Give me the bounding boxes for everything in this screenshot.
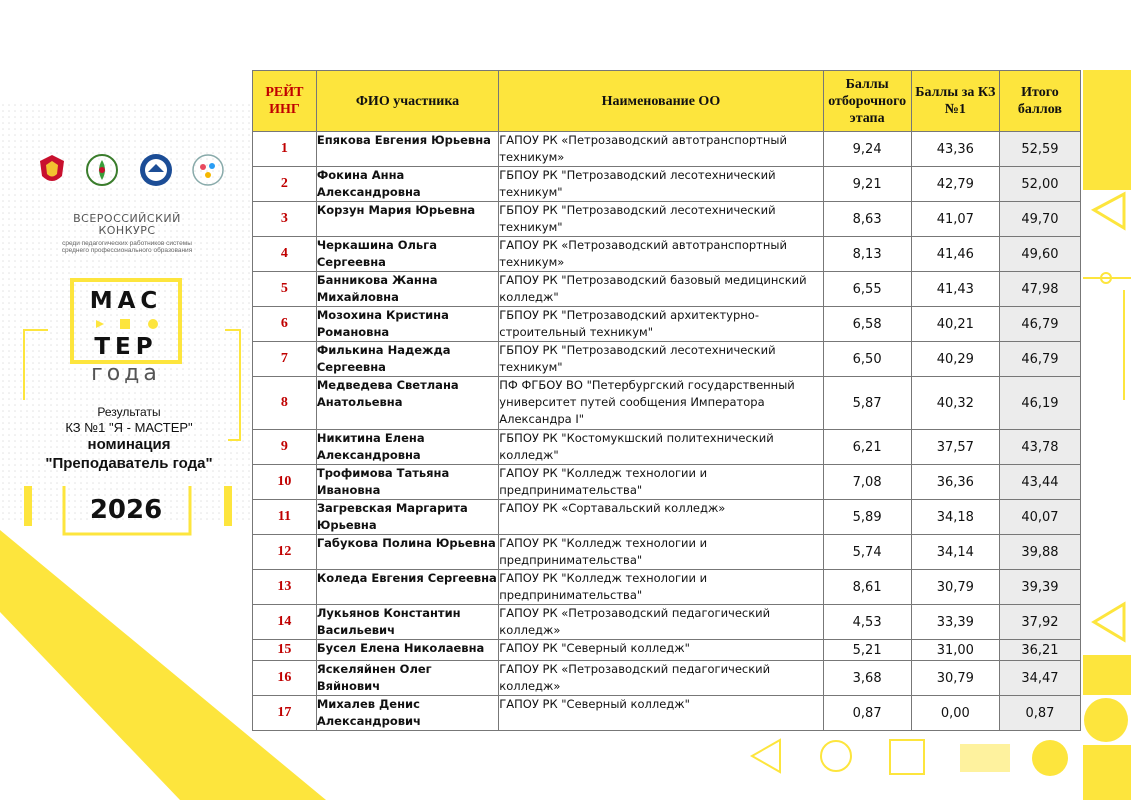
contest-subtitle: среди педагогических работников системы среднего профессионального образования [61,240,193,254]
table-row [253,661,1081,696]
rank-cell: 14 [253,605,317,640]
table-row [253,430,1081,465]
total-score-cell: 49,60 [999,237,1080,272]
education-emblem-icon [84,152,120,188]
shape-circle-bottom [821,741,851,771]
selection-score-cell: 5,89 [823,500,911,535]
org-cell: ПФ ФГБОУ ВО "Петербургский государственный университет путей сообщения Императора Александра I" [499,377,823,430]
rank-cell: 15 [253,640,317,661]
name-cell: Трофимова Татьяна Ивановна [316,465,498,500]
kz1-score-cell: 33,39 [911,605,999,640]
kz1-score-cell: 40,21 [911,307,999,342]
year-frame-right [224,486,232,526]
total-score-cell: 39,39 [999,570,1080,605]
contest-title: ВСЕРОССИЙСКИЙ КОНКУРС [73,212,181,237]
selection-score-cell: 8,61 [823,570,911,605]
total-score-cell: 46,79 [999,307,1080,342]
table-row [253,342,1081,377]
total-score-cell: 43,78 [999,430,1080,465]
rank-cell: 9 [253,430,317,465]
rank-cell: 12 [253,535,317,570]
shape-rect-bottom [960,744,1010,772]
org-cell: ГБПОУ РК "Петрозаводский лесотехнический техникум" [499,202,823,237]
selection-score-cell: 6,55 [823,272,911,307]
org-cell: ГБПОУ РК "Петрозаводский лесотехнический техникум" [499,342,823,377]
org-cell: ГАПОУ РК "Колледж технологии и предпринимательства" [499,535,823,570]
total-score-cell: 47,98 [999,272,1080,307]
org-cell: ГАПОУ РК «Петрозаводский педагогический колледж» [499,661,823,696]
kz1-score-cell: 30,79 [911,570,999,605]
name-cell: Фокина Анна Александровна [316,167,498,202]
selection-score-cell: 6,21 [823,430,911,465]
total-score-cell: 34,47 [999,661,1080,696]
rank-cell: 7 [253,342,317,377]
table-row [253,570,1081,605]
results-table [252,70,1081,731]
master-word-bottom: ТЕР [94,334,158,360]
total-score-cell: 52,59 [999,132,1080,167]
total-score-cell: 43,44 [999,465,1080,500]
table-row [253,132,1081,167]
name-cell: Филькина Надежда Сергеевна [316,342,498,377]
master-word-top: МАС [89,288,163,314]
name-cell: Лукьянов Константин Васильевич [316,605,498,640]
nomination-label: номинация [87,436,171,453]
name-cell: Михалев Денис Александрович [316,696,498,731]
master-year-word: года [91,361,161,384]
header-name: ФИО участника [316,71,498,132]
kz1-score-cell: 40,32 [911,377,999,430]
table-row [253,272,1081,307]
table-row [253,307,1081,342]
shape-yellow-circle [1084,100,1128,144]
org-cell: ГАПОУ РК "Колледж технологии и предпринимательства" [499,465,823,500]
kz1-score-cell: 36,36 [911,465,999,500]
org-cell: ГАПОУ РК "Северный колледж" [499,696,823,731]
kz1-score-cell: 43,36 [911,132,999,167]
name-cell: Бусел Елена Николаевна [316,640,498,661]
kz1-score-cell: 30,79 [911,661,999,696]
table-row [253,167,1081,202]
total-score-cell: 46,19 [999,377,1080,430]
selection-score-cell: 3,68 [823,661,911,696]
year-frame-left [24,486,32,526]
total-score-cell: 52,00 [999,167,1080,202]
total-score-cell: 40,07 [999,500,1080,535]
kz1-score-cell: 34,14 [911,535,999,570]
name-cell: Медведева Светлана Анатольевна [316,377,498,430]
logos-row [34,152,234,192]
selection-score-cell: 6,50 [823,342,911,377]
org-cell: ГАПОУ РК «Сортавальский колледж» [499,500,823,535]
name-cell: Габукова Полина Юрьевна [316,535,498,570]
table-body [253,132,1081,731]
kz1-score-cell: 37,57 [911,430,999,465]
total-score-cell: 36,21 [999,640,1080,661]
table-row [253,465,1081,500]
name-cell: Коледа Евгения Сергеевна [316,570,498,605]
shape-yellow-circle-2 [1084,698,1128,742]
professionals-emblem-icon [190,152,226,188]
org-cell: ГАПОУ РК "Северный колледж" [499,640,823,661]
kz1-score-cell: 0,00 [911,696,999,731]
selection-score-cell: 0,87 [823,696,911,731]
name-cell: Корзун Мария Юрьевна [316,202,498,237]
selection-score-cell: 9,24 [823,132,911,167]
name-cell: Мозохина Кристина Романовна [316,307,498,342]
name-cell: Банникова Жанна Михайловна [316,272,498,307]
org-cell: ГБПОУ РК "Костомукшский политехнический колледж" [499,430,823,465]
table-row [253,640,1081,661]
shape-yellow-block-4 [1083,745,1131,800]
total-score-cell: 46,79 [999,342,1080,377]
total-score-cell: 0,87 [999,696,1080,731]
kz1-score-cell: 41,46 [911,237,999,272]
results-caption [34,405,224,473]
table-header-row [253,71,1081,132]
shape-triangle-outline [1094,194,1124,228]
selection-score-cell: 4,53 [823,605,911,640]
total-score-cell: 37,92 [999,605,1080,640]
org-cell: ГБПОУ РК "Петрозаводский лесотехнический техникум" [499,167,823,202]
master-logo [70,278,182,384]
selection-score-cell: 5,87 [823,377,911,430]
rank-cell: 2 [253,167,317,202]
nomination-name: "Преподаватель года" [45,455,213,472]
total-score-cell: 39,88 [999,535,1080,570]
selection-score-cell: 8,63 [823,202,911,237]
name-cell: Никитина Елена Александровна [316,430,498,465]
table-row [253,202,1081,237]
org-cell: ГАПОУ РК «Петрозаводский педагогический колледж» [499,605,823,640]
name-cell: Черкашина Ольга Сергеевна [316,237,498,272]
org-cell: ГАПОУ РК "Петрозаводский базовый медицинский колледж" [499,272,823,307]
rank-cell: 1 [253,132,317,167]
header-selection-score: Баллы отборочного этапа [823,71,911,132]
kz1-score-cell: 42,79 [911,167,999,202]
institute-emblem-icon [138,152,174,188]
table-row [253,535,1081,570]
rank-cell: 11 [253,500,317,535]
selection-score-cell: 5,74 [823,535,911,570]
table-row [253,696,1081,731]
shape-circle-bottom-2 [1032,740,1068,776]
org-cell: ГАПОУ РК «Петрозаводский автотранспортный техникум» [499,132,823,167]
selection-score-cell: 7,08 [823,465,911,500]
org-cell: ГАПОУ РК "Колледж технологии и предпринимательства" [499,570,823,605]
rank-cell: 5 [253,272,317,307]
rank-cell: 3 [253,202,317,237]
header-rank: РЕЙТ ИНГ [253,71,317,132]
selection-score-cell: 5,21 [823,640,911,661]
rank-cell: 6 [253,307,317,342]
name-cell: Яскеляйнен Олег Вяйнович [316,661,498,696]
rank-cell: 10 [253,465,317,500]
kz1-score-cell: 34,18 [911,500,999,535]
shape-yellow-block-2 [1083,150,1131,190]
rank-cell: 8 [253,377,317,430]
table-row [253,377,1081,430]
selection-score-cell: 8,13 [823,237,911,272]
header-org: Наименование ОО [499,71,823,132]
results-label: Результаты [97,405,161,419]
header-kz1-score: Баллы за КЗ №1 [911,71,999,132]
kz1-score-cell: 31,00 [911,640,999,661]
selection-score-cell: 9,21 [823,167,911,202]
kz1-score-cell: 41,07 [911,202,999,237]
ministry-emblem-icon [34,152,70,188]
shape-triangle-outline-2 [1094,604,1124,640]
table-row [253,605,1081,640]
org-cell: ГАПОУ РК «Петрозаводский автотранспортный техникум» [499,237,823,272]
name-cell: Загревская Маргарита Юрьевна [316,500,498,535]
shape-triangle-bottom [752,740,780,772]
header-total: Итого баллов [999,71,1080,132]
rank-cell: 4 [253,237,317,272]
shape-square-bottom [890,740,924,774]
kz1-score-cell: 40,29 [911,342,999,377]
table-row [253,500,1081,535]
stage-label: КЗ №1 "Я - МАСТЕР" [65,420,193,435]
selection-score-cell: 6,58 [823,307,911,342]
year-label: 2026 [89,495,163,525]
kz1-score-cell: 41,43 [911,272,999,307]
rank-cell: 16 [253,661,317,696]
table-row [253,237,1081,272]
rank-cell: 13 [253,570,317,605]
name-cell: Епякова Евгения Юрьевна [316,132,498,167]
total-score-cell: 49,70 [999,202,1080,237]
org-cell: ГБПОУ РК "Петрозаводский архитектурно-строительный техникум" [499,307,823,342]
rank-cell: 17 [253,696,317,731]
shape-yellow-block-3 [1083,655,1131,695]
